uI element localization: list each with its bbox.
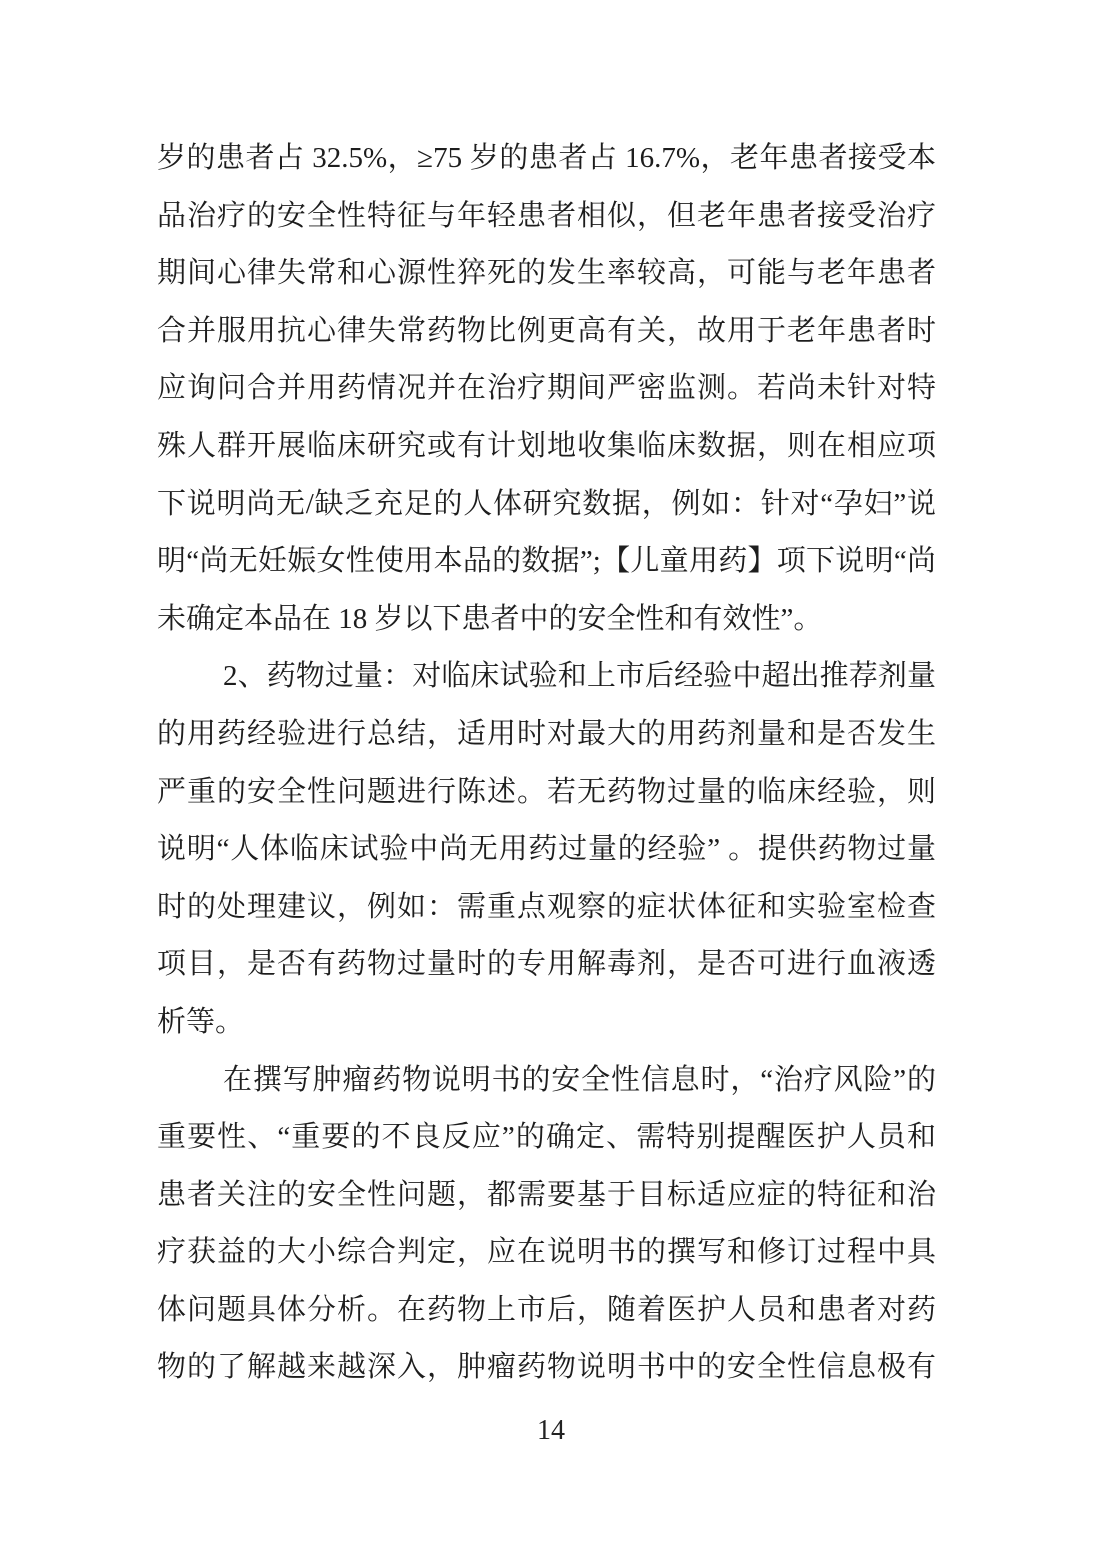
- text-line: 品治疗的安全性特征与年轻患者相似，但老年患者接受治疗: [157, 199, 936, 232]
- text-line: 岁的患者占 32.5%，≥75 岁的患者占 16.7%，老年患者接受本: [157, 142, 936, 174]
- text-line-paragraph-start: 在撰写肿瘤药物说明书的安全性信息时，“治疗风险”的: [223, 1063, 936, 1096]
- text-line: 物的了解越来越深入，肿瘤药物说明书中的安全性信息极有: [157, 1351, 936, 1384]
- text-line: 患者关注的安全性问题，都需要基于目标适应症的特征和治: [157, 1178, 936, 1211]
- text-line-paragraph-end: 析等。: [157, 1005, 245, 1038]
- text-line: 项目，是否有药物过量时的专用解毒剂，是否可进行血液透: [157, 948, 936, 981]
- text-line: 重要性、“重要的不良反应”的确定、需特别提醒医护人员和: [157, 1121, 936, 1154]
- text-line: 严重的安全性问题进行陈述。若无药物过量的临床经验，则: [157, 775, 936, 808]
- text-line: 下说明尚无/缺乏充足的人体研究数据，例如：针对“孕妇”说: [157, 487, 936, 520]
- text-line: 说明“人体临床试验中尚无用药过量的经验” 。提供药物过量: [157, 833, 936, 866]
- text-line-paragraph-end: 未确定本品在 18 岁以下患者中的安全性和有效性”。: [157, 602, 823, 635]
- text-line: 明“尚无妊娠女性使用本品的数据”;【儿童用药】项下说明“尚: [157, 545, 936, 578]
- text-line-paragraph-start: 2、药物过量：对临床试验和上市后经验中超出推荐剂量: [223, 660, 936, 693]
- page-number: 14: [537, 1415, 565, 1446]
- text-line: 疗获益的大小综合判定，应在说明书的撰写和修订过程中具: [157, 1236, 936, 1269]
- text-line: 期间心律失常和心源性猝死的发生率较高，可能与老年患者: [157, 257, 936, 290]
- text-line: 应询问合并用药情况并在治疗期间严密监测。若尚未针对特: [157, 372, 936, 405]
- text-line: 殊人群开展临床研究或有计划地收集临床数据，则在相应项: [157, 429, 936, 462]
- body-text: [157, 130, 936, 1397]
- text-line: 的用药经验进行总结，适用时对最大的用药剂量和是否发生: [157, 717, 936, 750]
- text-line: 体问题具体分析。在药物上市后，随着医护人员和患者对药: [157, 1293, 936, 1326]
- text-line: 合并服用抗心律失常药物比例更高有关，故用于老年患者时: [157, 314, 936, 347]
- text-line: 时的处理建议，例如：需重点观察的症状体征和实验室检查: [157, 890, 936, 923]
